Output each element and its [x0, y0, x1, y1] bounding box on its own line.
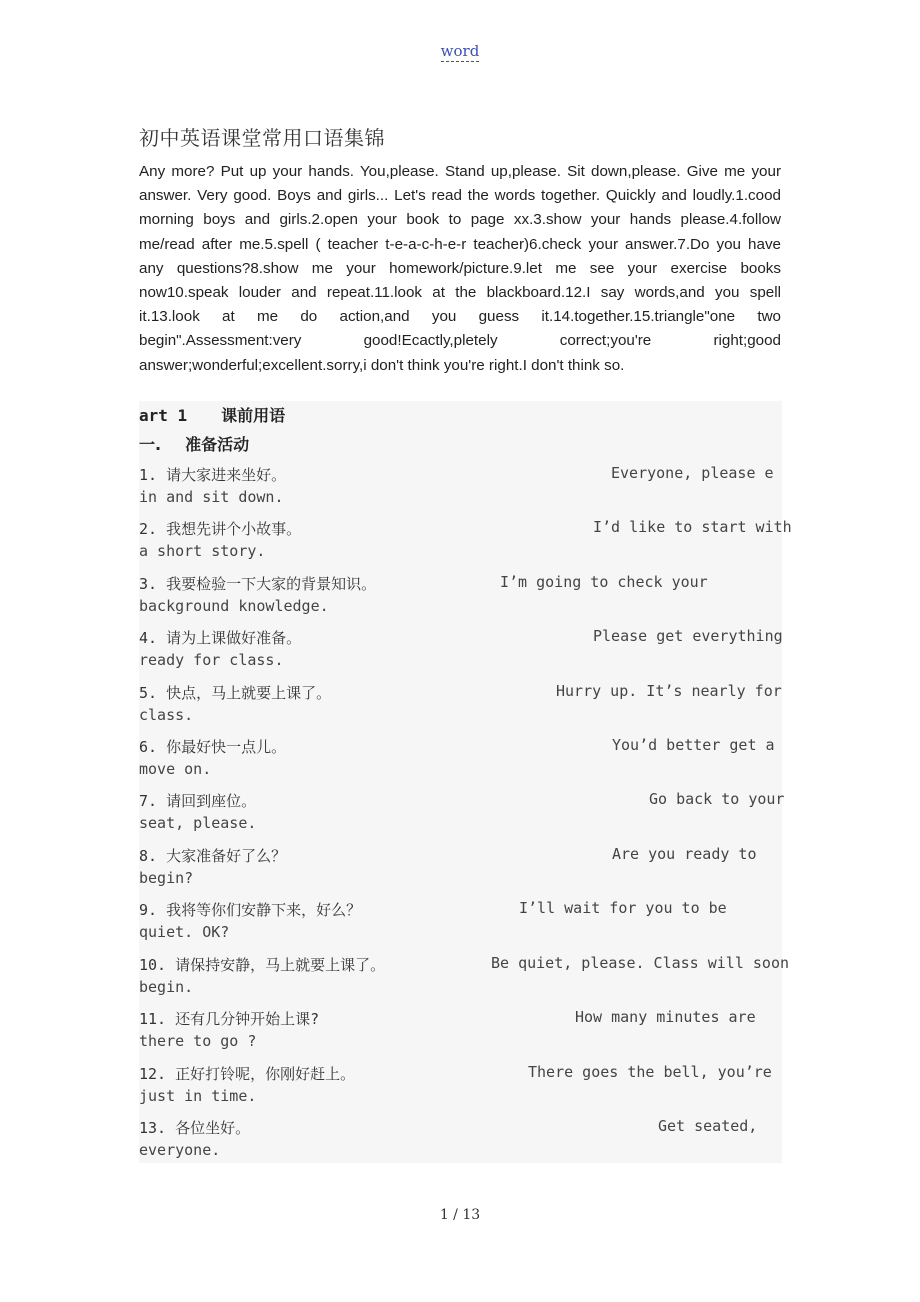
phrase-english-line1: I’d like to start with [593, 518, 792, 536]
phrase-english-line2: move on. [139, 760, 212, 778]
phrase-chinese: 11. 还有几分钟开始上课? [139, 1010, 320, 1028]
phrase-chinese: 3. 我要检验一下大家的背景知识。 [139, 575, 377, 593]
part-label: art 1 [139, 406, 188, 425]
intro-paragraph: Any more? Put up your hands. You,please. Stand up,please. Sit down,please. Give me your answer. Very good. Boys and girls... Let's read the words together. Quickly and loudly.1.cood morning boys and girls.2.open your book to page xx.3.show your hands please.4.follow me/read after me.5.spell ( teacher t-e-a-c-h-e-r teacher)6.check your answer.7.Do you have any questions?8.show me your homework/picture.9.let me see your exercise books now10.speak louder and repeat.11.look at the blackboard.12.I say words,and you spell it.13.look at me do action,and you guess it.14.together.15.triangle"one two begin".Assessment:very good!Ecactly,pletely correct;you're right;good answer;wonderful;excellent.sorry,i don't think you're right.I don't think so. [139, 163, 781, 374]
section-heading [139, 432, 249, 455]
phrase-chinese: 8. 大家准备好了么？ [139, 847, 287, 865]
phrase-english-line1: Everyone, please e [611, 464, 774, 482]
phrase-english-line2: just in time. [139, 1087, 257, 1105]
phrase-english-line1: Are you ready to [612, 845, 757, 863]
phrase-english-line2: in and sit down. [139, 488, 284, 506]
phrase-english-line2: begin? [139, 869, 194, 887]
phrase-english-line2: there to go ? [139, 1032, 257, 1050]
phrase-chinese: 13. 各位坐好。 [139, 1119, 251, 1137]
phrase-chinese: 12. 正好打铃呢，你刚好赶上。 [139, 1065, 356, 1083]
phrase-english-line1: I’m going to check your [500, 573, 708, 591]
header-word-link[interactable] [0, 42, 920, 60]
phrase-english-line2: a short story. [139, 542, 266, 560]
phrase-chinese: 2. 我想先讲个小故事。 [139, 520, 302, 538]
section-number: 一. [139, 435, 162, 454]
document-title: 初中英语课堂常用口语集锦 [139, 126, 385, 150]
phrase-english-line2: background knowledge. [139, 597, 329, 615]
phrase-english-line2: everyone. [139, 1141, 221, 1159]
phrase-english-line1: How many minutes are [575, 1008, 756, 1026]
phrase-english-line1: Hurry up. It’s nearly for [556, 682, 782, 700]
phrase-english-line2: seat, please. [139, 814, 257, 832]
phrase-chinese: 7. 请回到座位。 [139, 792, 257, 810]
phrase-english-line2: ready for class. [139, 651, 284, 669]
phrase-english-line2: class. [139, 706, 194, 724]
phrase-english-line1: Get seated, [658, 1117, 758, 1135]
phrase-english-line2: quiet. OK? [139, 923, 230, 941]
phrase-chinese: 1. 请大家进来坐好。 [139, 466, 287, 484]
phrase-chinese: 9. 我将等你们安静下来，好么？ [139, 901, 362, 919]
phrase-chinese: 6. 你最好快一点儿。 [139, 738, 287, 756]
phrase-chinese: 10. 请保持安静，马上就要上课了。 [139, 956, 386, 974]
phrase-english-line1: Please get everything [593, 627, 783, 645]
page-number: 1 / 13 [439, 1207, 481, 1223]
phrase-english-line1: There goes the bell, you’re [528, 1063, 772, 1081]
phrase-chinese: 5. 快点，马上就要上课了。 [139, 684, 332, 702]
phrase-english-line1: Be quiet, please. Class will soon [491, 954, 790, 972]
section-title: 准备活动 [185, 435, 250, 454]
phrase-english-line1: You’d better get a [612, 736, 775, 754]
phrase-english-line1: I’ll wait for you to be [519, 899, 727, 917]
phrase-english-line2: begin. [139, 978, 194, 996]
header-word-text[interactable]: word [440, 42, 480, 60]
phrase-chinese: 4. 请为上课做好准备。 [139, 629, 302, 647]
phrase-english-line1: Go back to your [649, 790, 785, 808]
part-title: 课前用语 [221, 406, 286, 425]
part-heading [139, 403, 285, 426]
